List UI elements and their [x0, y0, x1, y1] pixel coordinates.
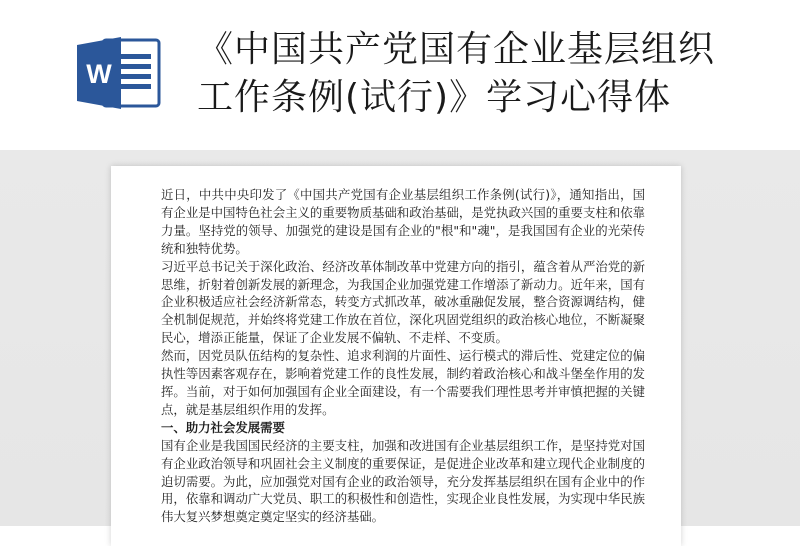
- document-content: [161, 186, 645, 526]
- paragraph-3: 然而，因党员队伍结构的复杂性、追求利润的片面性、运行模式的滞后性、党建定位的偏执性等因素客观存在，影响着党建工作的良性发展，制约着政治核心和战斗堡垒作用的发挥。当前，对于如何加强国有企业全面建设，有一个需要我们理性思考并审慎把握的关键点，就是基层组织作用的发挥。: [161, 348, 645, 417]
- title-line-1: 《中国共产党国有企业基层组织: [197, 29, 716, 70]
- svg-text:W: W: [86, 59, 112, 89]
- page-title: [197, 26, 787, 122]
- document-page: [111, 166, 681, 546]
- title-line-2: 工作条例(试行)》学习心得体: [197, 77, 672, 118]
- word-icon: [77, 36, 163, 110]
- paragraph-2: 习近平总书记关于深化政治、经济改革体制改革中党建方向的指引，蕴含着从严治党的新思维，折射着创新发展的新理念，为我国企业加强党建工作增添了新动力。近年来，国有企业积极适应社会经济新常态，转变方式抓改革，破冰重融促发展，整合资源调结构，健全机制促规范，并始终将党建工作放在首位，深化巩固党组织的政治核心地位，不断凝聚民心，增添正能量，保证了企业发展不偏轨、不走样、不变质。: [161, 258, 645, 346]
- section-heading: 一、助力社会发展需要: [161, 419, 285, 435]
- paragraph-1: 近日，中共中央印发了《中国共产党国有企业基层组织工作条例(试行)》，通知指出，国有企业是中国特色社会主义的重要物质基础和政治基础，是党执政兴国的重要支柱和依靠力量。坚持党的领导、加强党的建设是国有企业的"根"和"魂"，是我国国有企业的光荣传统和独特优势。: [161, 187, 645, 256]
- paragraph-4: 国有企业是我国国民经济的主要支柱，加强和改进国有企业基层组织工作，是坚持党对国有企业政治领导和巩固社会主义制度的重要保证，是促进企业改革和建立现代企业制度的迫切需要。为此，应加强党对国有企业的政治领导，充分发挥基层组织在国有企业中的作用，依靠和调动广大党员、职工的积极性和创造性，实现企业良性发展，为实现中华民族伟大复兴梦想奠定奠定坚实的经济基础。: [161, 437, 645, 525]
- header: [0, 0, 800, 150]
